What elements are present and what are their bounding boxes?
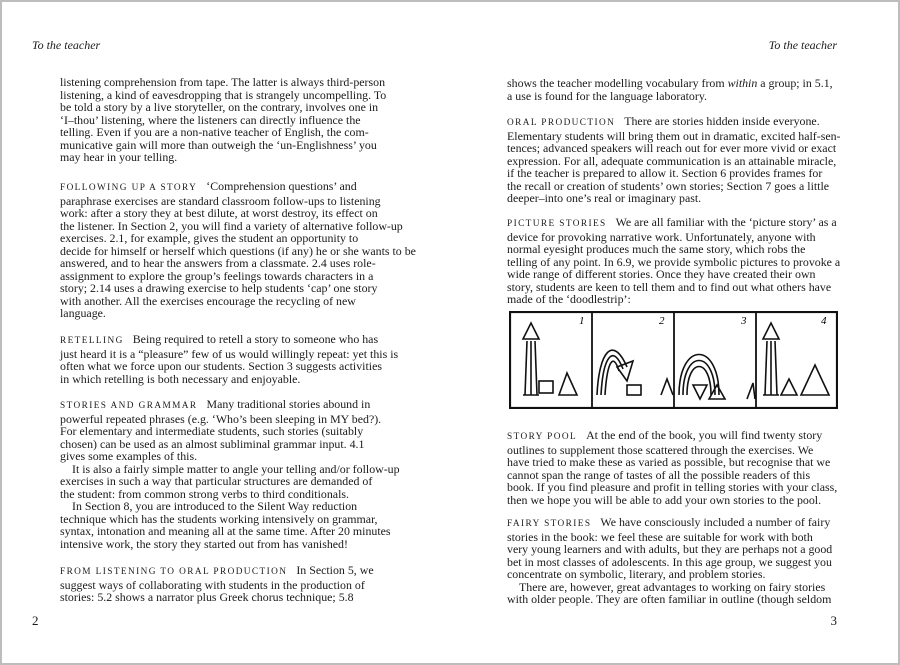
text-segment: shows the teacher modelling vocabulary from bbox=[507, 76, 728, 90]
text-segment: the listener. In Section 2, you will find a variety of alternative follow-up bbox=[60, 218, 403, 233]
text-segment: We are all familiar with the ‘picture story’ as a bbox=[615, 215, 837, 229]
text-segment: device for provoking narrative work. Unfortunately, anyone with bbox=[507, 229, 816, 244]
text-segment: a group; in 5.1, bbox=[757, 76, 833, 90]
text-line bbox=[507, 90, 833, 103]
text-segment: syntax, intonation and meaning all at the same time. After 20 minutes bbox=[60, 524, 391, 538]
text-segment: outlines to supplement those scattered through the exercises. We bbox=[507, 442, 814, 457]
text-line bbox=[507, 494, 837, 507]
text-line bbox=[507, 115, 841, 130]
text-segment: For elementary and intermediate students, such stories (suitably bbox=[60, 424, 364, 438]
text-line bbox=[60, 333, 398, 348]
text-line bbox=[507, 429, 837, 444]
text-segment: There are stories hidden inside everyone. bbox=[624, 114, 820, 128]
paragraph bbox=[60, 398, 400, 550]
text-segment: wide range of different stories. Once they have created their own bbox=[507, 267, 816, 281]
text-line bbox=[60, 564, 374, 579]
text-segment: At the end of the book, you will find twenty story bbox=[586, 428, 823, 442]
section-heading: FAIRY STORIES bbox=[507, 519, 592, 529]
paragraph bbox=[60, 180, 416, 320]
text-line: It is also a fairly simple matter to angle your telling and/or follow-up bbox=[72, 461, 400, 476]
section-heading: FOLLOWING UP A STORY bbox=[60, 183, 198, 193]
text-segment: book. If you find pleasure and profit in telling stories with your class, bbox=[507, 480, 838, 494]
panel-number: 2 bbox=[659, 315, 665, 327]
text-line bbox=[60, 295, 416, 308]
text-segment: suggest ways of collaborating with students in the production of bbox=[60, 577, 365, 592]
text-segment: We have consciously included a number of fairy bbox=[600, 515, 831, 529]
text-segment: normal eyesight produces much the same story, which robs the bbox=[507, 242, 806, 256]
panel-number: 1 bbox=[579, 315, 585, 327]
paragraph bbox=[60, 333, 398, 385]
doodlestrip-illustration bbox=[509, 311, 838, 409]
section-heading: RETELLING bbox=[60, 336, 124, 346]
emphasis: within bbox=[727, 76, 758, 90]
running-head: To the teacher bbox=[32, 38, 101, 52]
text-segment: In Section 5, we bbox=[296, 563, 374, 577]
text-segment: bet in most classes of adolescents. In this age group, we suggest you bbox=[507, 554, 832, 569]
text-segment: ‘I–thou’ listening, where the listeners can directly influence the bbox=[60, 112, 361, 127]
page-number: 3 bbox=[830, 613, 837, 628]
paragraph bbox=[507, 115, 841, 205]
text-segment: paraphrase exercises are standard classroom follow-ups to listening bbox=[60, 193, 381, 208]
text-segment: exercises in such a way that particular structures are demanded of bbox=[60, 474, 373, 488]
text-segment: telling of any point. In 6.9, we provide symbolic pictures to provoke a bbox=[507, 254, 841, 269]
text-segment: answered, and to hear the answers from a classmate. 2.4 uses role- bbox=[60, 256, 376, 270]
text-segment: deeper–into one’s real or imaginary past. bbox=[507, 191, 702, 205]
text-segment: decide for himself or herself which questions (if any) he or she wants to be bbox=[60, 243, 416, 258]
text-segment: expression. For all, adequate communication is an attainable miracle, bbox=[507, 153, 837, 168]
text-segment: Elementary students will bring them out in dramatic, excited half-sen- bbox=[507, 128, 841, 143]
text-segment: with older people. They are often familiar in outline (though seldom bbox=[507, 592, 832, 606]
text-segment: Being required to retell a story to someone who has bbox=[132, 332, 379, 346]
section-heading: ORAL PRODUCTION bbox=[507, 118, 616, 128]
text-segment: be told a story by a live storyteller, on the contrary, involves one in bbox=[60, 100, 379, 114]
text-segment: stories in the book: we feel these are suitable for work with both bbox=[507, 529, 813, 544]
text-segment: cannot span the range of tastes of all the possible readers of this bbox=[507, 467, 811, 482]
text-segment: the recall or creation of students’ own stories; Section 7 goes a little bbox=[507, 178, 830, 193]
text-segment: with another. All the exercises encourage the recycling of new bbox=[60, 293, 356, 308]
text-segment: intensive work, the story they started out from has vanished! bbox=[60, 536, 348, 551]
text-segment: assignment to explore the group’s feelings towards characters in a bbox=[60, 268, 374, 283]
page-number: 2 bbox=[32, 613, 39, 628]
text-segment: chosen) can be used as an almost subliminal grammar input. 4.1 bbox=[60, 436, 365, 451]
paragraph bbox=[60, 564, 374, 604]
text-segment: gives some examples of this. bbox=[60, 449, 198, 463]
text-segment: a use is found for the language laboratory. bbox=[507, 88, 707, 103]
text-segment: technique which has the students working intensively on grammar, bbox=[60, 511, 378, 526]
text-line bbox=[60, 538, 400, 551]
panel-number: 4 bbox=[821, 315, 827, 327]
text-line bbox=[60, 180, 416, 195]
text-segment: the student: from common strong verbs to third conditionals. bbox=[60, 486, 349, 501]
text-line bbox=[507, 593, 832, 606]
text-segment: if the teacher is prepared to allow it. Section 6 provides frames for bbox=[507, 166, 823, 180]
text-segment: just heard it is a “pleasure” few of us would willingly repeat: yet this is bbox=[60, 346, 399, 361]
text-line: In Section 8, you are introduced to the Silent Way reduction bbox=[72, 499, 358, 513]
text-segment: listening, a kind of eavesdropping that is strangely uncompelling. To bbox=[60, 87, 387, 102]
panel-number: 3 bbox=[741, 315, 747, 327]
text-segment: in which retelling is both necessary and enjoyable. bbox=[60, 371, 301, 386]
text-line bbox=[507, 568, 832, 581]
text-segment: powerful repeated phrases (e.g. ‘Who’s been sleeping in MY bed?). bbox=[60, 411, 382, 426]
text-line bbox=[60, 591, 374, 604]
paragraph bbox=[507, 77, 833, 102]
text-segment: ‘Comprehension questions’ and bbox=[206, 179, 357, 193]
text-line bbox=[60, 151, 386, 164]
text-line bbox=[507, 216, 840, 231]
section-heading: STORY POOL bbox=[507, 432, 578, 442]
text-segment: concentrate on symbolic, literary, and problem stories. bbox=[507, 567, 766, 581]
running-head: To the teacher bbox=[768, 38, 837, 52]
text-segment: language. bbox=[60, 306, 106, 320]
text-segment: municative gain will more than outweigh the ‘un-Englishness’ you bbox=[60, 137, 377, 152]
text-segment: stories: 5.2 shows a narrator plus Greek chorus technique; 5.8 bbox=[60, 590, 354, 604]
text-segment: work: after a story they at best dilute, at worst destroy, its effect on bbox=[60, 206, 378, 220]
section-heading: STORIES AND GRAMMAR bbox=[60, 401, 198, 411]
section-heading: PICTURE STORIES bbox=[507, 219, 607, 229]
text-segment: story, students are keen to tell them and to find out what others have bbox=[507, 279, 832, 294]
paragraph bbox=[60, 76, 386, 164]
text-segment: tences; advanced speakers will reach out for ever more vivid or exact bbox=[507, 141, 837, 155]
paragraph bbox=[507, 516, 832, 606]
text-line bbox=[60, 398, 400, 413]
text-line bbox=[507, 293, 840, 306]
text-line bbox=[60, 373, 398, 386]
text-segment: listening comprehension from tape. The latter is always third-person bbox=[60, 75, 386, 89]
section-heading: FROM LISTENING TO ORAL PRODUCTION bbox=[60, 567, 288, 577]
right-page bbox=[450, 0, 900, 665]
text-segment: may hear in your telling. bbox=[60, 150, 178, 164]
text-segment: story; 2.14 uses a drawing exercise to help students ‘cap’ one story bbox=[60, 281, 378, 295]
text-segment: exercises. 2.1, for example, gives the student an opportunity to bbox=[60, 231, 359, 245]
text-segment: often what we force upon our students. Section 3 suggests activities bbox=[60, 359, 382, 373]
text-line bbox=[507, 192, 841, 205]
text-segment: very young learners and with adults, but they are perhaps not a good bbox=[507, 542, 833, 556]
text-line bbox=[507, 516, 832, 531]
paragraph bbox=[507, 216, 840, 306]
text-segment: then we hope you will be able to add your own stories to the pool. bbox=[507, 492, 822, 507]
text-segment: made of the ‘doodlestrip’: bbox=[507, 292, 631, 306]
paragraph bbox=[507, 429, 837, 506]
text-line bbox=[60, 307, 416, 320]
text-segment: telling. Even if you are a non-native teacher of English, the com- bbox=[60, 125, 369, 139]
text-line: There are, however, great advantages to working on fairy stories bbox=[519, 579, 826, 594]
text-segment: Many traditional stories abound in bbox=[206, 397, 371, 411]
text-line bbox=[60, 450, 400, 463]
text-segment: have tried to make these as varied as possible, but recognise that we bbox=[507, 455, 831, 469]
